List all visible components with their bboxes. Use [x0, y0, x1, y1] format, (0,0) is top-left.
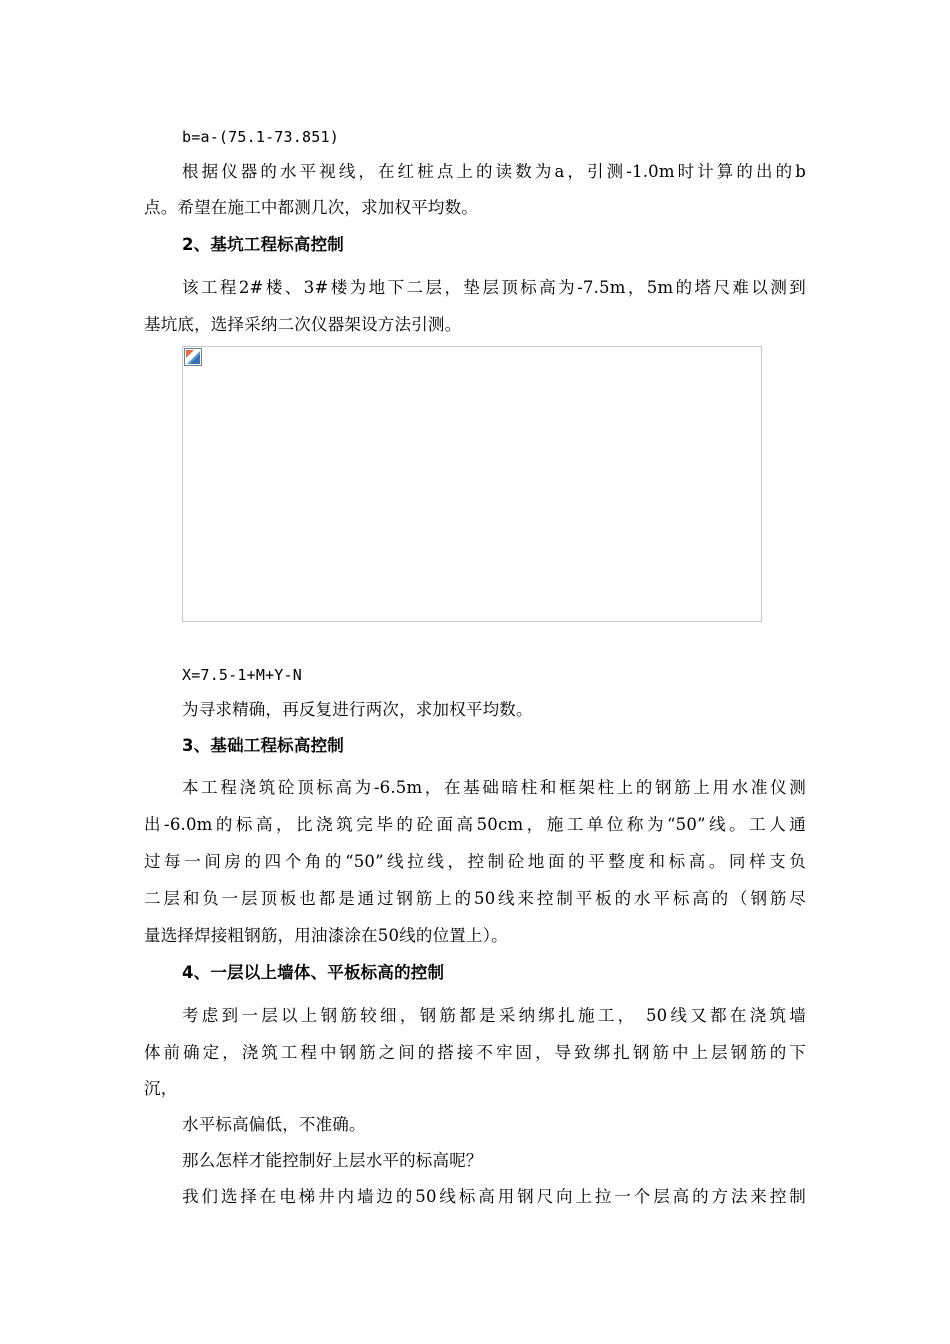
paragraph-line: 点。希望在施工中都测几次，求加权平均数。: [144, 198, 478, 217]
paragraph-line: 本工程浇筑砼顶标高为-6.5m，在基础暗柱和框架柱上的钢筋上用水准仪测: [182, 778, 806, 797]
section-heading-3: 3、基础工程标高控制: [182, 736, 344, 755]
paragraph-line: 过每一间房的四个角的“50”线拉线，控制砼地面的平整度和标高。同样支负: [144, 852, 806, 871]
paragraph-line: 水平标高偏低，不准确。: [182, 1115, 366, 1134]
paragraph-line: 体前确定，浇筑工程中钢筋之间的搭接不牢固，导致绑扎钢筋中上层钢筋的下: [144, 1043, 806, 1062]
section-heading-4: 4、一层以上墙体、平板标高的控制: [182, 963, 445, 982]
paragraph-line: 我们选择在电梯井内墙边的50线标高用钢尺向上拉一个层高的方法来控制: [182, 1187, 806, 1206]
paragraph-line: 那么怎样才能控制好上层水平的标高呢？: [182, 1151, 483, 1170]
broken-image-icon: [184, 348, 202, 366]
paragraph-line: 为寻求精确，再反复进行两次，求加权平均数。: [182, 700, 533, 719]
paragraph-line: 该工程2#楼、3#楼为地下二层，垫层顶标高为-7.5m，5m的塔尺难以测到: [182, 278, 806, 297]
figure-placeholder: [182, 346, 762, 622]
paragraph-line: 量选择焊接粗钢筋，用油漆涂在50线的位置上）。: [144, 926, 508, 945]
section-heading-2: 2、基坑工程标高控制: [182, 235, 344, 254]
paragraph-line: 沉，: [144, 1079, 178, 1098]
formula-x: X=7.5-1+M+Y-N: [182, 666, 302, 684]
paragraph-line: 根据仪器的水平视线，在红桩点上的读数为a，引测-1.0m时计算的出的b: [182, 162, 806, 181]
paragraph-line: 出-6.0m的标高，比浇筑完毕的砼面高50cm，施工单位称为“50”线。工人通: [144, 815, 806, 834]
paragraph-line: 考虑到一层以上钢筋较细，钢筋都是采纳绑扎施工， 50线又都在浇筑墙: [182, 1006, 806, 1025]
paragraph-line: 二层和负一层顶板也都是通过钢筋上的50线来控制平板的水平标高的（钢筋尽: [144, 889, 806, 908]
formula-b: b=a-(75.1-73.851): [182, 128, 339, 146]
paragraph-line: 基坑底，选择采纳二次仪器架设方法引测。: [144, 315, 462, 334]
